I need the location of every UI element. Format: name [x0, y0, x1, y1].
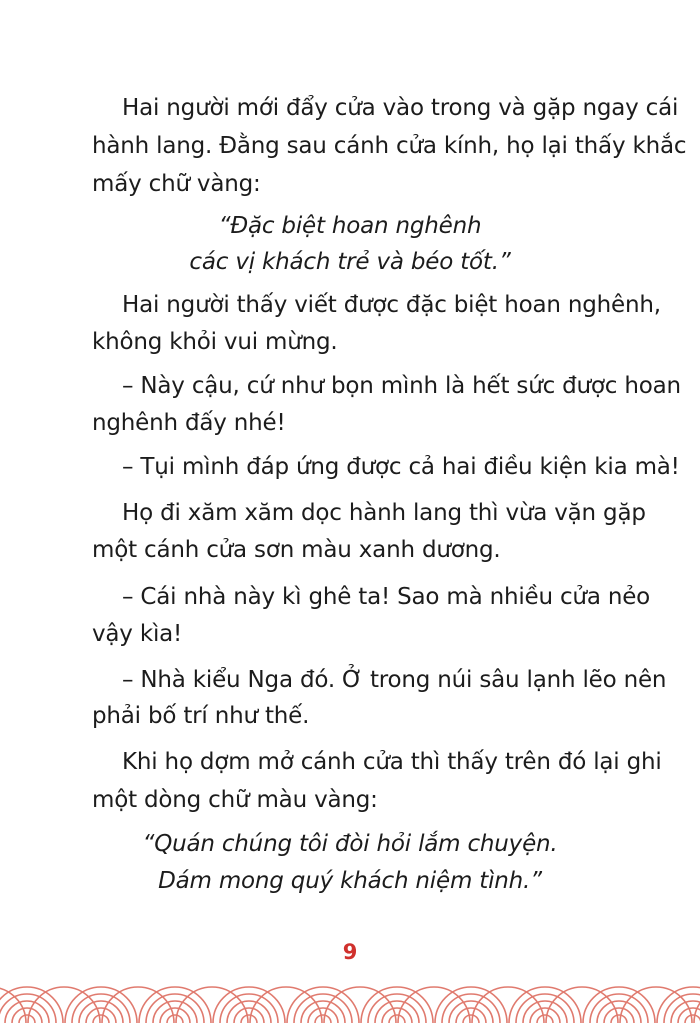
- text-line: không khỏi vui mừng.: [92, 329, 338, 355]
- text-line: Hai người thấy viết được đặc biệt hoan nghênh,: [122, 292, 661, 318]
- text-line: một dòng chữ màu vàng:: [92, 787, 378, 813]
- page-number: 9: [342, 940, 358, 964]
- quote-line: các vị khách trẻ và béo tốt.”: [189, 249, 511, 275]
- wave-pattern: [0, 981, 700, 1023]
- text-line: vậy kìa!: [92, 621, 183, 647]
- text-line: phải bố trí như thế.: [92, 703, 310, 729]
- text-line: – Nhà kiểu Nga đó. Ở trong núi sâu lạnh lẽo nên: [122, 667, 667, 693]
- quote-line: Dám mong quý khách niệm tình.”: [158, 868, 542, 894]
- quote-line: “Quán chúng tôi đòi hỏi lắm chuyện.: [142, 831, 558, 857]
- text-line: Hai người mới đẩy cửa vào trong và gặp ngay cái: [122, 95, 679, 121]
- text-line: mấy chữ vàng:: [92, 171, 261, 197]
- quote-line: “Đặc biệt hoan nghênh: [218, 213, 482, 239]
- text-line: – Cái nhà này kì ghê ta! Sao mà nhiều cửa nẻo: [122, 584, 651, 610]
- text-line: một cánh cửa sơn màu xanh dương.: [92, 537, 501, 563]
- text-line: – Này cậu, cứ như bọn mình là hết sức được hoan: [122, 373, 681, 399]
- text-line: hành lang. Đằng sau cánh cửa kính, họ lại thấy khắc: [92, 133, 687, 159]
- text-line: – Tụi mình đáp ứng được cả hai điều kiện kia mà!: [122, 454, 680, 480]
- text-line: nghênh đấy nhé!: [92, 410, 286, 436]
- text-line: Khi họ dợm mở cánh cửa thì thấy trên đó lại ghi: [122, 749, 662, 775]
- text-line: Họ đi xăm xăm dọc hành lang thì vừa vặn gặp: [122, 500, 646, 526]
